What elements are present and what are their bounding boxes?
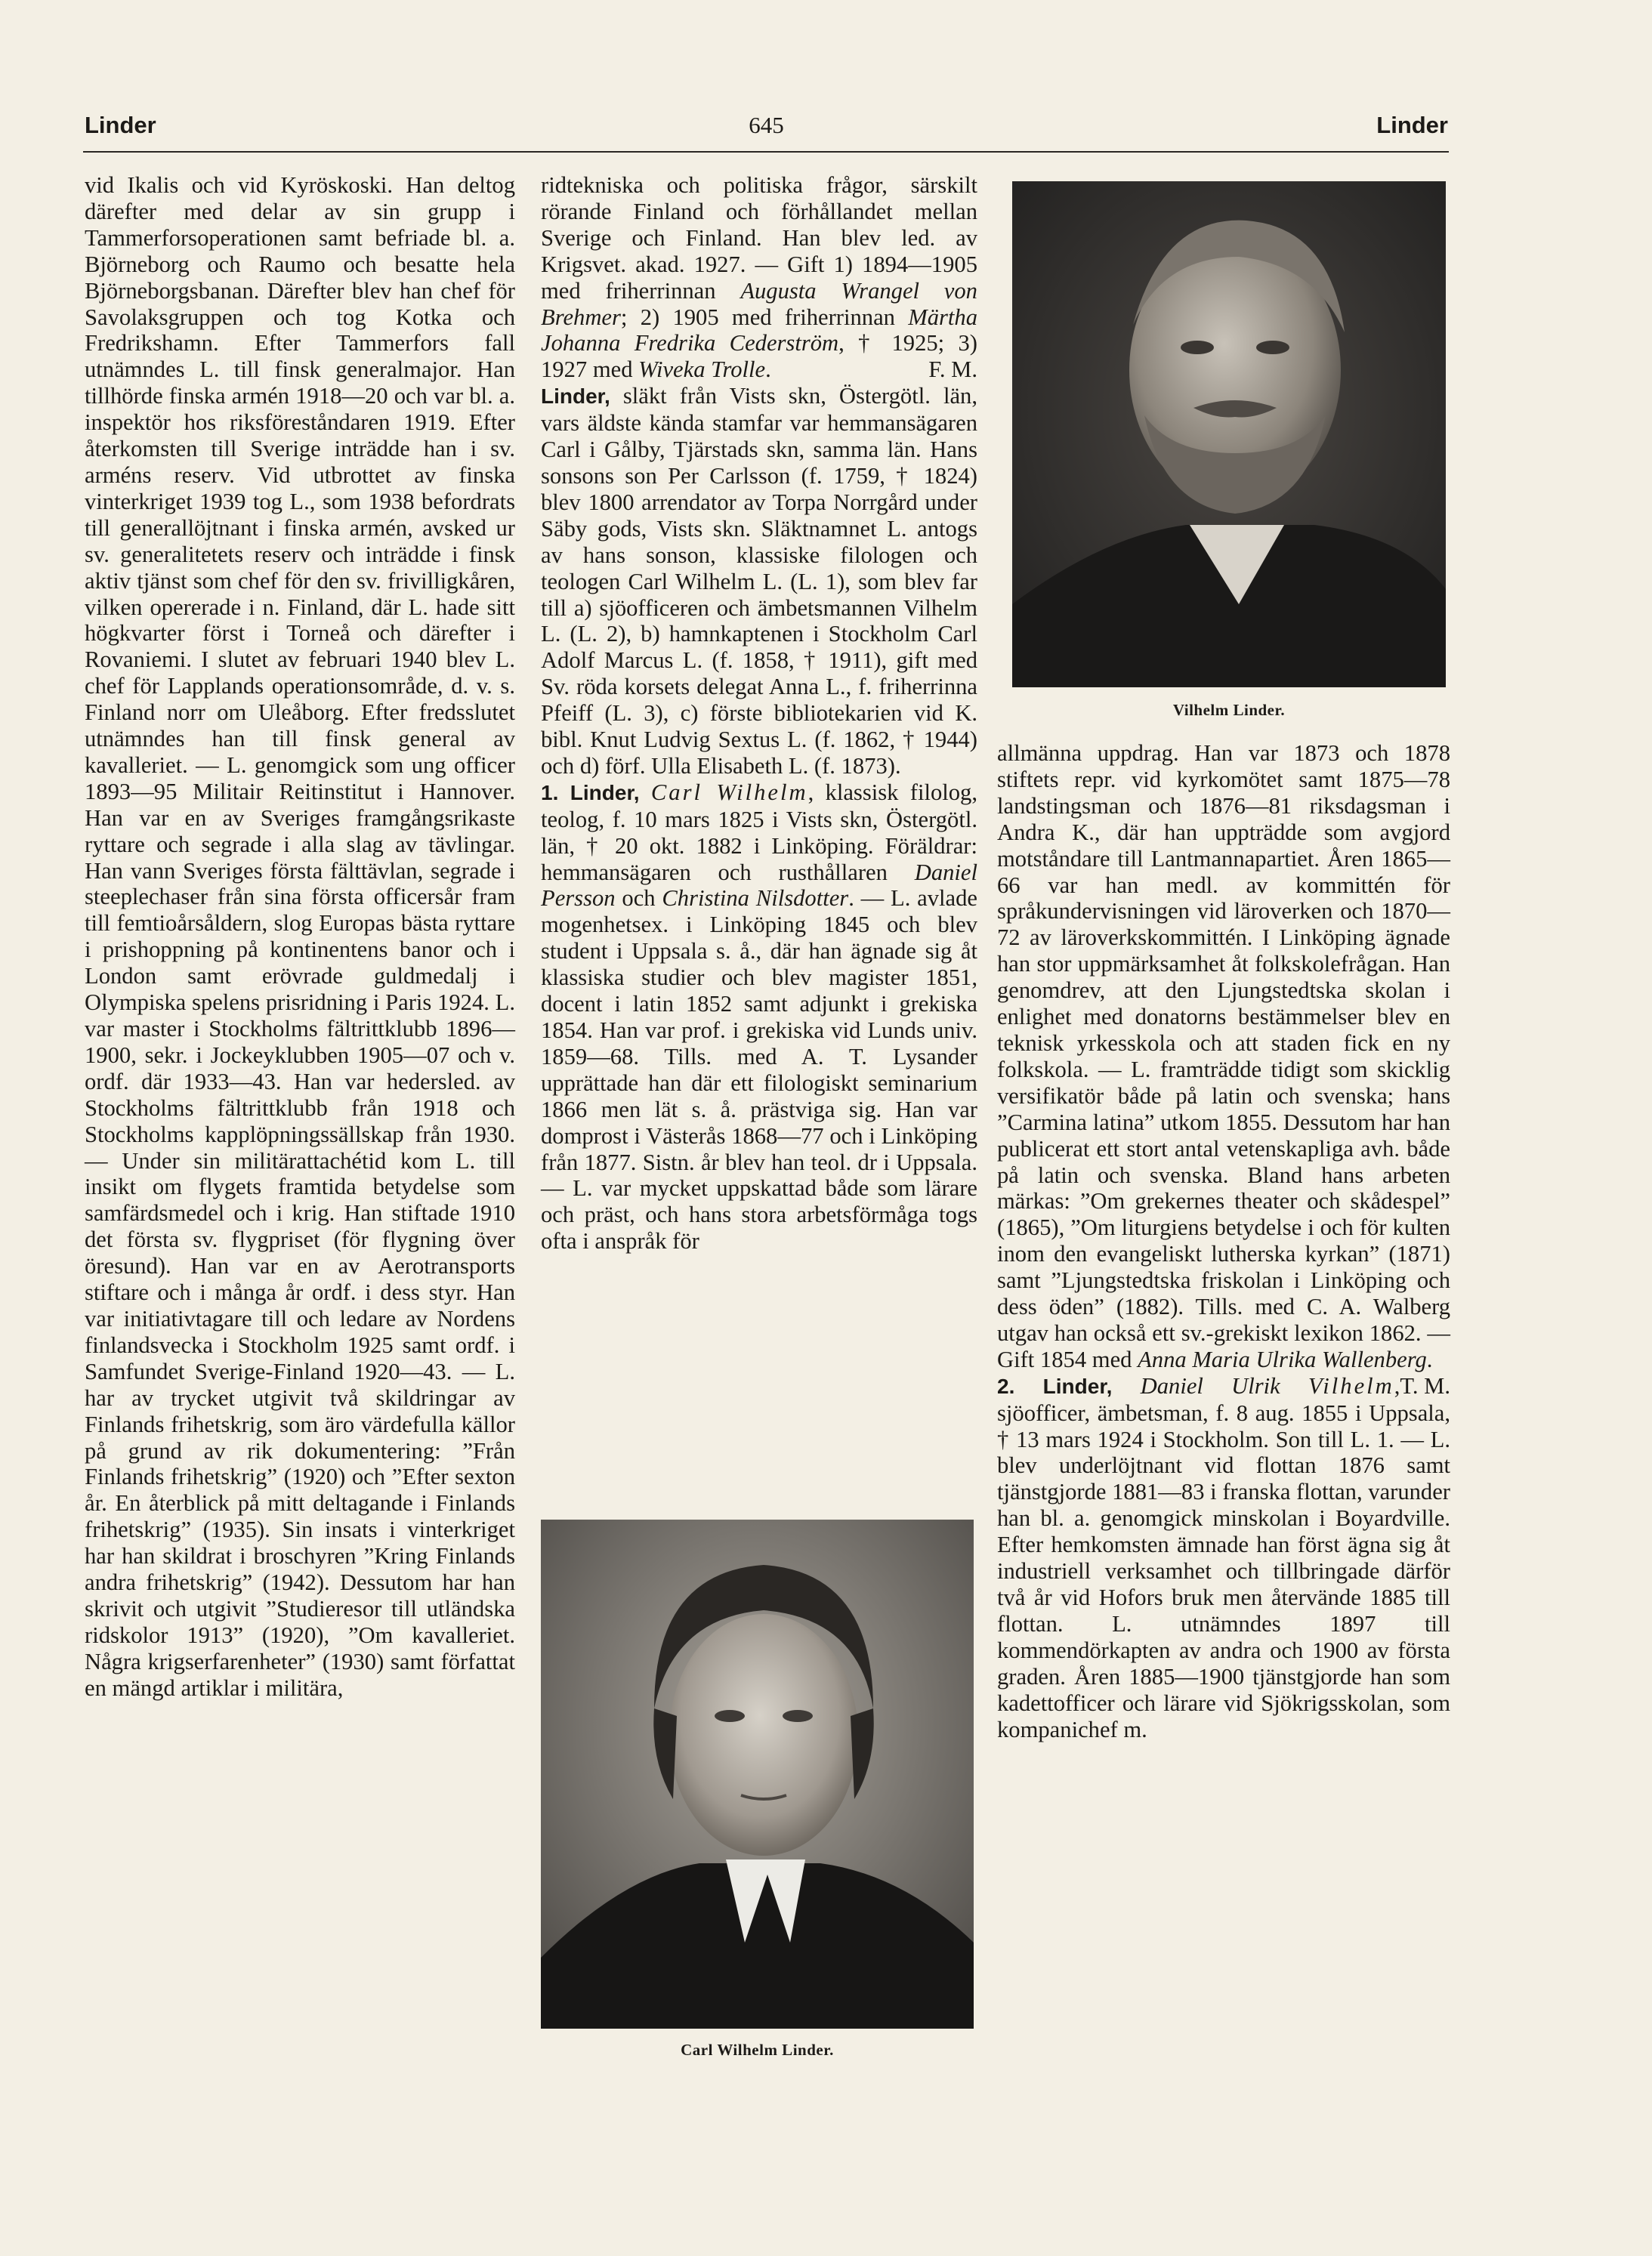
entry-2: 2. Linder, Daniel Ulrik Vilhelm, sjöofficer, ämbetsman, f. 8 aug. 1855 i Uppsala, † 13 mars 1924 i Stockholm. Son till L. 1. — L. blev underlöjtnant vid flottan 1876 samt tjänstgjorde 1881—83 i franska flottan, varunder han bl. a. genomgick minskolan i Boyardville. Efter hemkomsten ämnade han först ägna sig åt industriell verksamhet och tillbringade därför två år vid Hofors bruk men återvände 1885 till flottan. L. utnämndes 1897 till kommendörkapten av andra och 1900 av första graden. Åren 1885—1900 tjänstgjorde han som kadettofficer och lärare vid Sjökrigsskolan, som kompanichef m. bbox=[997, 1372, 1450, 1742]
signature-tm: T. M. bbox=[1400, 1372, 1450, 1399]
caption-carl-wilhelm-linder: Carl Wilhelm Linder. bbox=[681, 2041, 834, 2059]
portrait-vilhelm-linder bbox=[1012, 181, 1446, 687]
wife-3-name: Wiveka Trolle bbox=[638, 356, 766, 383]
header-left: Linder bbox=[85, 112, 156, 138]
wife-1-name: Augusta Wrangel von Brehmer bbox=[541, 277, 977, 330]
portrait-carl-wilhelm-linder bbox=[541, 1520, 974, 2029]
column-1-text: vid Ikalis och vid Kyröskoski. Han deltog därefter med delar av sin grupp i Tammerforsoperationen samt befriade bl. a. Björneborg och Raumo och besatte hela Björneborgsbanan. Därefter blev han chef för Savolaksgruppen och tog Kotka och Fredrikshamn. Efter Tammerfors fall utnämndes L. till finsk generalmajor. Han tillhörde finska armén 1918—20 och var bl. a. inspektör hos riksföreståndaren 1919. Efter återkomsten till Sverige inträdde han i sv. arméns reserv. Vid utbrottet av finska vinterkriget 1939 tog L., som 1938 befordrats till generallöjtnant i finska armén, avsked ur sv. generalitetets reserv och inträdde i finsk aktiv tjänst som chef för den sv. frivilligkåren, vilken opererade i n. Finland, där L. hade sitt högkvarter först i Torneå och därefter i Rovaniemi. I slutet av februari 1940 blev L. chef för Lapplands operationsområde, d. v. s. Finland norr om Uleåborg. Efter fredsslutet utnämndes han till finsk general av kavalleriet. — L. genomgick som ung officer 1893—95 Militair Reitinstitut i Hannover. Han var en av Sveriges framgångsrikaste ryttare och segrade i alla slag av tävlingar. Han vann Sveriges första fälttävlan, segrade i steeplechaser från sina första officersår fram till femtioårsåldern, slog Europas bästa ryttare i prishoppning på kontinentens banor och i London samt erövrade guldmedalj i Olympiska spelens prisridning i Paris 1924. L. var master i Stockholms fältrittklubb 1896—1900, sekr. i Jockeyklubben 1905—07 och v. ordf. där 1933—43. Han var hedersled. av Stockholms fältrittklubb från 1918 och Stockholms kapplöpningssällskap från 1930. — Under sin militärattachétid kom L. till insikt om flygets framtida betydelse som samfärdsmedel och i krig. Han stiftade 1910 det första sv. flygpriset (för flygning över öresund). Han var en av Aerotransports stiftare och i många år ordf. i dess styr. Han var initiativtagare till och ledare av Nordens finlandsvecka i Stockholm 1925 samt ordf. i Samfundet Sverige-Finland 1920—43. — L. har av trycket utgivit två skildringar av Finlands frihetskrig, som äro värdefulla källor på grund av rik dokumentering: ”Från Finlands frihetskrig” (1920) och ”Efter sexton år. En återblick på mitt deltagande i Finlands frihetskrig” (1935). Sin insats i vinterkriget har han skildrat i broschyren ”Kring Finlands andra frihetskrig” (1942). Dessutom har han skrivit och utgivit ”Studieresor till utländska ridskolor 1913” (1920), ”Om kavalleriet. Några krigserfarenheter” (1930) samt författat en mängd artiklar i militära, bbox=[85, 172, 515, 1701]
column-3 bbox=[997, 740, 1450, 1742]
family-headword: Linder, bbox=[541, 384, 610, 409]
header-right: Linder bbox=[1376, 112, 1448, 138]
caption-vilhelm-linder: Vilhelm Linder. bbox=[1172, 701, 1286, 719]
entry-2-name: Vilhelm bbox=[1308, 1372, 1394, 1399]
family-entry: Linder, släkt från Vists skn, Östergötl. län, vars äldste kända stamfar var hemmansägaren Carl i Gålby, Tjärstads skn, samma län. Hans sonsons son Per Carlsson (f. 1759, † 1824) blev 1800 arrendator av Torpa Norrgård under Säby gods, Vists skn. Släktnamnet L. antogs av hans sonson, klassiske filologen och teologen Carl Wilhelm L. (L. 1), som blev far till a) sjöofficeren och ämbetsmannen Vilhelm L. (L. 2), b) hamnkaptenen i Stockholm Carl Adolf Marcus L. (f. 1858, † 1911), gift med Sv. röda korsets delegat Anna L., f. friherrinna Pfeiff (L. 3), c) förste bibliotekarien vid K. bibl. Knut Ludvig Sextus L. (f. 1862, † 1944) och d) förf. Ulla Elisabeth L. (f. 1873). bbox=[541, 383, 977, 779]
entry-1-name: Carl Wilhelm bbox=[650, 779, 808, 805]
header-rule bbox=[83, 151, 1449, 153]
entry-1-headword: 1. Linder, bbox=[541, 780, 640, 804]
previous-entry-end: ridtekniska och politiska frågor, särskilt rörande Finland och förhållandet mellan Sverige och Finland. Han blev led. av Krigsvet. akad. 1927. — Gift 1) 1894—1905 med friherrinnan Augusta Wrangel von Brehmer; 2) 1905 med friherrinnan Märtha Johanna Fredrika Cederström, † 1925; 3) 1927 med Wiveka Trolle. F. M. bbox=[541, 172, 977, 383]
entry-2-headword: 2. Linder, bbox=[997, 1374, 1113, 1398]
entry-1-wife-name: Anna Maria Ulrika Wallenberg bbox=[1138, 1346, 1427, 1372]
signature-fm: F. M. bbox=[928, 356, 977, 383]
column-2 bbox=[541, 172, 977, 1255]
wife-2-name: Märtha Johanna Fredrika Cederström bbox=[541, 304, 977, 356]
page-number: 645 bbox=[749, 112, 784, 138]
entry-1: 1. Linder, Carl Wilhelm, klassisk filolog, teolog, f. 10 mars 1825 i Vists skn, Östergötl. län, † 20 okt. 1882 i Linköping. Föräldrar: hemmansägaren och rusthållaren Daniel Persson och Christina Nilsdotter. — L. avlade mogenhetsex. i Linköping 1845 och blev student i Uppsala s. å., där han ägnade sig åt klassiska studier och blev magister 1851, docent i latin 1852 samt adjunkt i grekiska 1854. Han var prof. i grekiska vid Lunds univ. 1859—68. Tills. med A. T. Lysander upprättade han där ett filologiskt seminarium 1866 men lät s. å. prästviga sig. Han var domprost i Västerås 1868—77 och i Linköping från 1877. Sistn. år blev han teol. dr i Uppsala. — L. var mycket uppskattad både som lärare och präst, och hans stora arbetsförmåga togs ofta i anspråk för bbox=[541, 779, 977, 1255]
running-head bbox=[85, 112, 1448, 144]
entry-1-continued: allmänna uppdrag. Han var 1873 och 1878 stiftets repr. vid kyrkomötet samt 1875—78 landstingsman och 1876—81 riksdagsman i Andra K., där han uppträdde som avgjord motståndare till Lantmannapartiet. Åren 1865—66 var han medl. av kommittén för språkundervisningen vid läroverken och 1870—72 av läroverkskommittén. I Linköping ägnade han stor uppmärksamhet åt folkskolefrågan. Han genomdrev, att den Ljungstedtska skolan i enlighet med donatorns bestämmelser blev en teknisk yrkesskola och att staden fick en ny folkskola. — L. framträdde tidigt som skicklig versifikatör både på latin och svenska; hans ”Carmina latina” utkom 1855. Dessutom har han publicerat ett stort antal vetenskapliga avh. både på latin och svenska. Bland hans arbeten märkas: ”Om grekernes theater och skådespel” (1865), ”Om liturgiens betydelse i och för kulten inom den evangeliskt lutherska kyrkan” (1871) samt ”Ljungstedtska friskolan i Linköping och dess öden” (1882). Tills. med C. A. Walberg utgav han också ett sv.-grekiskt lexikon 1862. — Gift 1854 med Anna Maria Ulrika Wallenberg. T. M. bbox=[997, 740, 1450, 1399]
column-1 bbox=[85, 172, 515, 1702]
